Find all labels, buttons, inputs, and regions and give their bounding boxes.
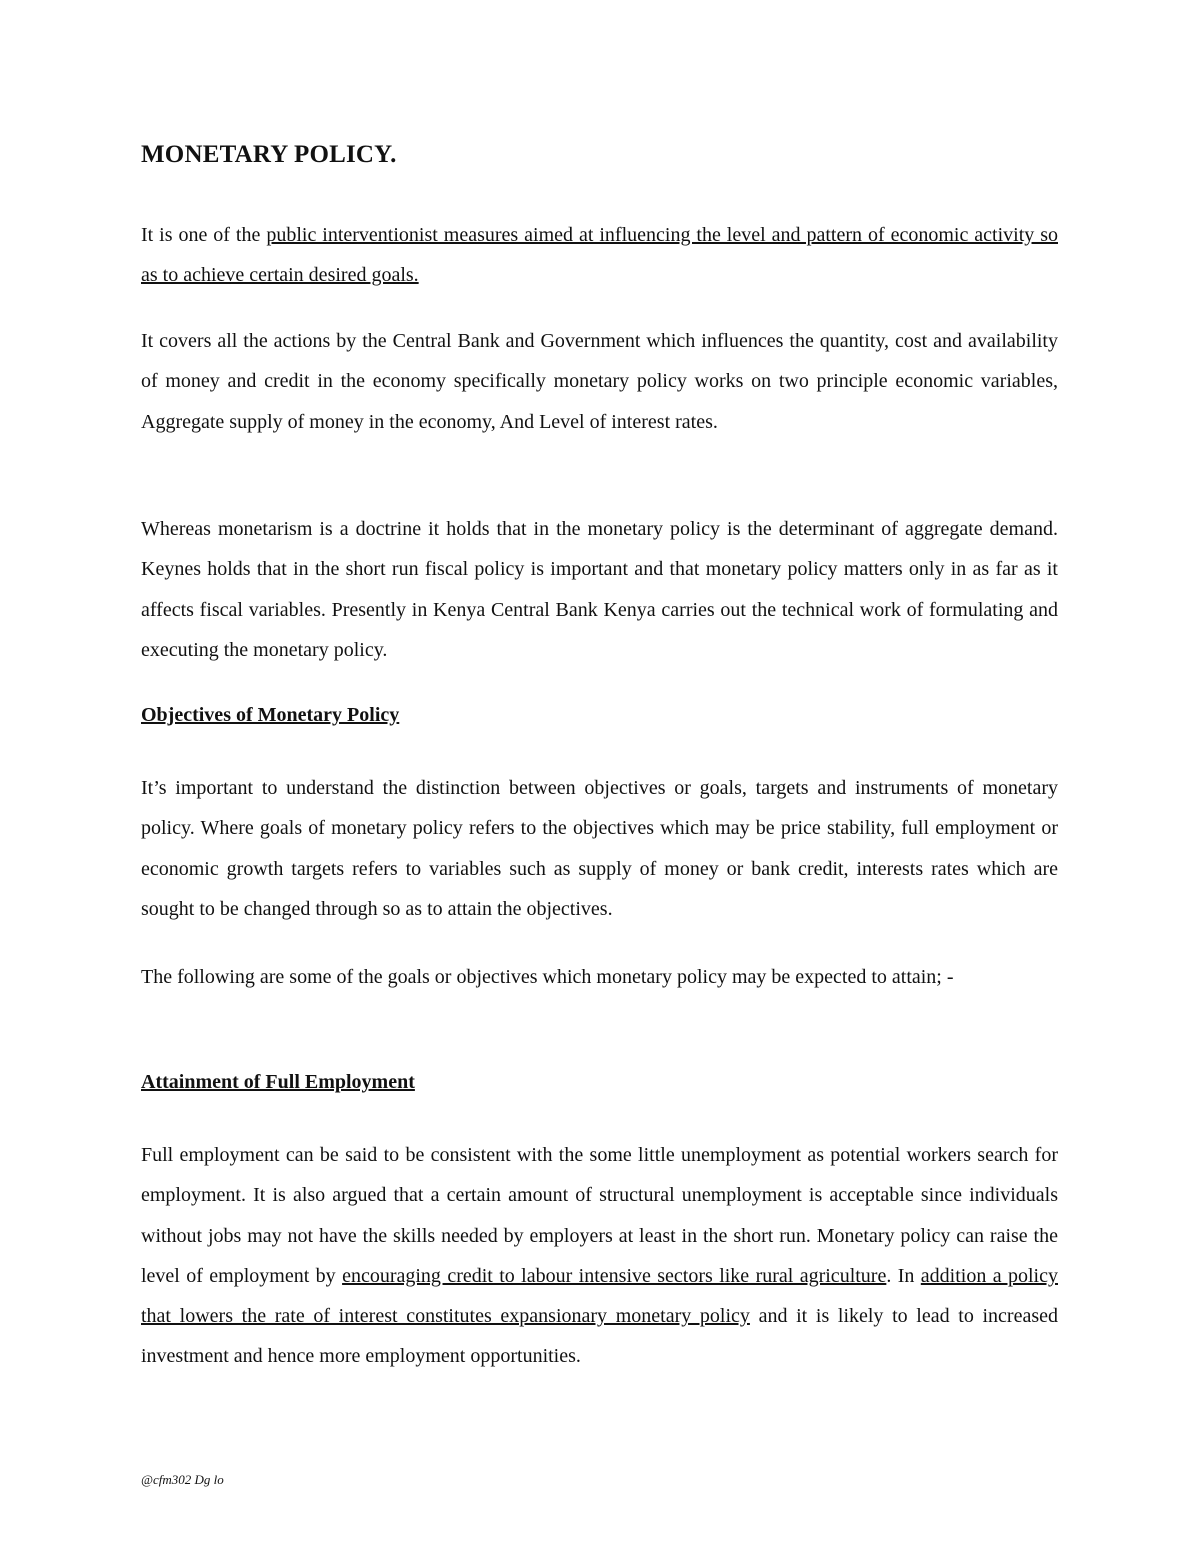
heading-objectives: Objectives of Monetary Policy [141, 704, 400, 726]
underlined-expansionary-policy: addition a policy that lowers the rate of interest constitutes expansionary monetary policy [141, 1264, 1058, 1328]
underlined-credit-labour: encouraging credit to labour intensive sectors like rural agriculture [342, 1264, 887, 1287]
paragraph-coverage: It covers all the actions by the Central Bank and Government which influences the quantity, cost and availability of money and credit in the economy specifically monetary policy works on two principle economic variables, Aggregate supply of money in the economy, And Level of interest rates. [141, 330, 1058, 433]
document-title: MONETARY POLICY. [141, 141, 397, 168]
heading-full-employment: Attainment of Full Employment [141, 1071, 415, 1093]
paragraph-goals-intro: The following are some of the goals or objectives which monetary policy may be expected to attain; - [141, 966, 954, 988]
page-footer: @cfm302 Dg lo [141, 1472, 224, 1487]
paragraph-definition-lead: It is one of the [141, 224, 267, 246]
paragraph-full-employment-text-2: . In [886, 1264, 921, 1287]
paragraph-definition-underlined: public interventionist measures aimed at influencing the level and pattern of economic activity so as to achieve certain desired goals. [141, 224, 1058, 287]
paragraph-monetarism: Whereas monetarism is a doctrine it holds that in the monetary policy is the determinant of aggregate demand. Keynes holds that in the short run fiscal policy is important and that monetary policy matters only in as far as it affects fiscal variables. Presently in Kenya Central Bank Kenya carries out the technical work of formulating and executing the monetary policy. [141, 518, 1058, 661]
paragraph-full-employment-text-1: Full employment can be said to be consistent with the some little unemployment as potential workers search for employment. It is also argued that a certain amount of structural unemployment is acceptable since individuals without jobs may not have the skills needed by employers at least in the short run. Monetary policy can raise the level of employment by [141, 1144, 1058, 1287]
paragraph-full-employment-text-3: and it is likely to lead to increased investment and hence more employment opportunities. [141, 1305, 1059, 1368]
paragraph-full-employment [141, 1135, 1058, 1377]
paragraph-distinction: It’s important to understand the distinction between objectives or goals, targets and instruments of monetary policy. Where goals of monetary policy refers to the objectives which may be price stability, full employment or economic growth targets refers to variables such as supply of money or bank credit, interests rates which are sought to be changed through so as to attain the objectives. [141, 777, 1058, 920]
paragraph-definition [141, 215, 1058, 296]
